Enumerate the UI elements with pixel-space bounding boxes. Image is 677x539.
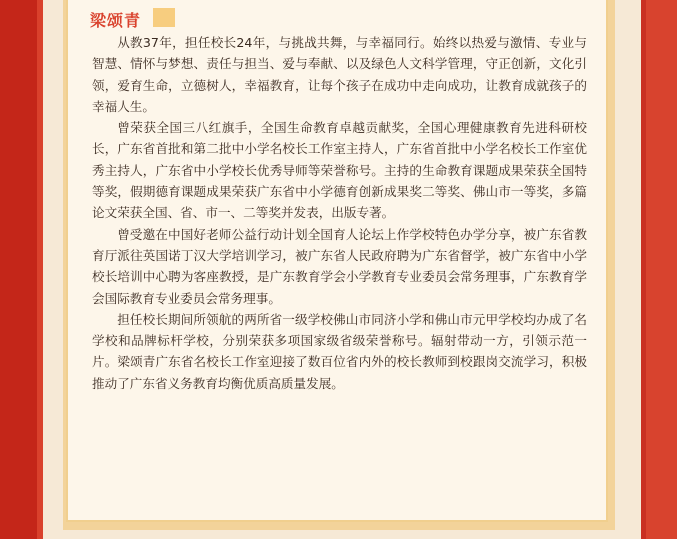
name-decoration-block <box>153 8 175 27</box>
left-red-border <box>0 0 43 539</box>
profile-paragraph: 曾荣获全国三八红旗手，全国生命教育卓越贡献奖，全国心理健康教育先进科研校长，广东省首批和第二批中小学名校长工作室主持人，广东省首批中小学名校长工作室优秀主持人，广东省中小学校长优秀导师等荣誉称号。主持的生命教育课题成果荣获全国特等奖，假期德育课题成果荣获广东省中小学德育创新成果奖二等奖、佛山市一等奖，多篇论文荣获全国、省、市一、二等奖并发表，出版专著。 <box>92 120 587 221</box>
profile-name: 梁颂青 <box>90 11 142 30</box>
left-border-stripe <box>37 0 43 539</box>
right-red-border <box>641 0 677 539</box>
profile-paragraph: 曾受邀在中国好老师公益行动计划全国育人论坛上作学校特色办学分享，被广东省教育厅派往英国诺丁汉大学培训学习，被广东省人民政府聘为广东省督学，被广东省中小学校长培训中心聘为客座教授，是广东教育学会小学教育专业委员会常务理事，广东教育学会国际教育专业委员会常务理事。 <box>92 226 587 306</box>
right-border-stripe <box>641 0 646 539</box>
profile-body <box>92 32 587 394</box>
profile-paragraph: 从教37年，担任校长24年，与挑战共舞，与幸福同行。始终以热爱与激情、专业与智慧、情怀与梦想、责任与担当、爱与奉献、以及绿色人文科学管理，守正创新，文化引领，爱育生命，立德树人，幸福教育，让每个孩子在成功中走向成功，让教育成就孩子的幸福人生。 <box>92 35 587 114</box>
profile-paragraph: 担任校长期间所领航的两所省一级学校佛山市同济小学和佛山市元甲学校均办成了名学校和品牌标杆学校，分别荣获多项国家级省级荣誉称号。辐射带动一方，引领示范一片。梁颂青广东省名校长工作室迎接了数百位省内外的校长教师到校跟岗交流学习，积极推动了广东省义务教育均衡优质高质量发展。 <box>92 311 587 391</box>
